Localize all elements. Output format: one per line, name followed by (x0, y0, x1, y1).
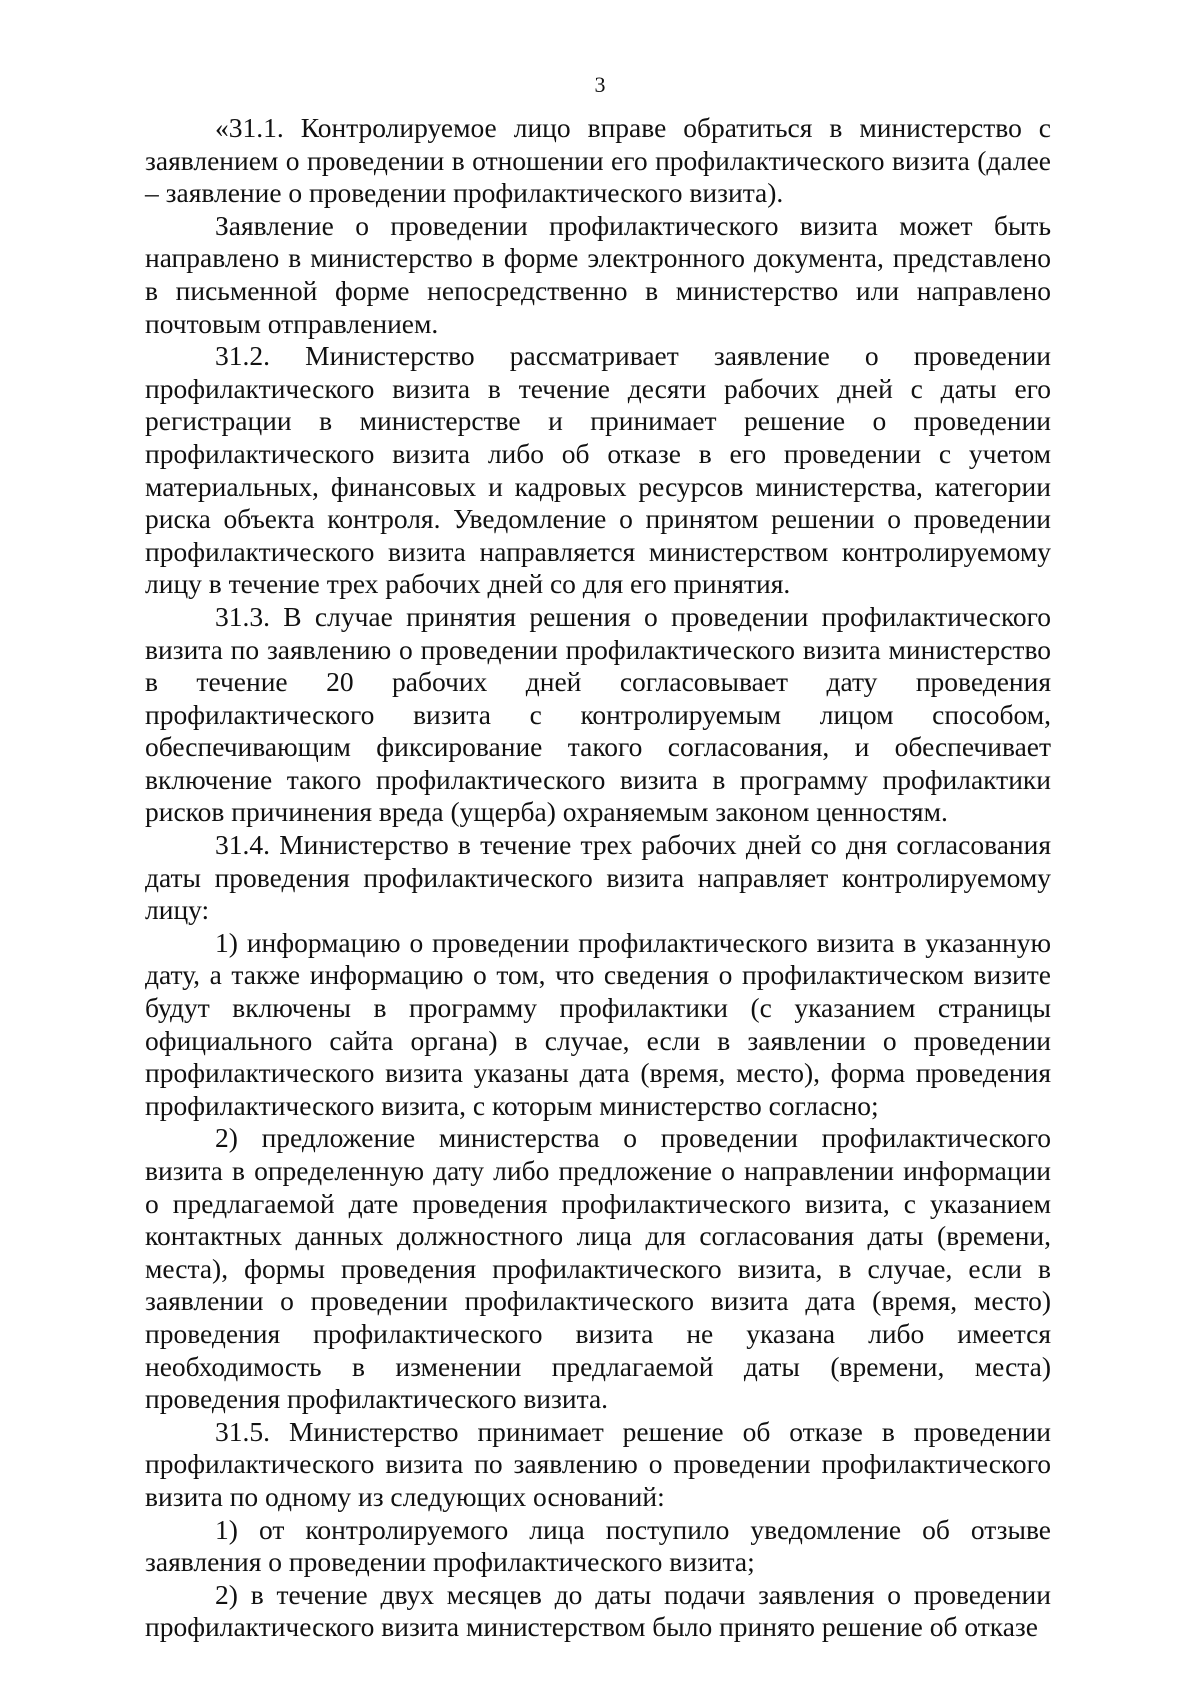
page-number: 3 (594, 72, 606, 97)
paragraph-31-5-item-2: 2) в течение двух месяцев до даты подачи заявления о проведении профилактического визита министерством было принято решение об отказе (145, 1578, 1051, 1643)
paragraph-31-1: «31.1. Контролируемое лицо вправе обратиться в министерство с заявлением о проведении в отношении его профилактического визита (далее – заявление о проведении профилактического визита). (145, 112, 1051, 209)
paragraph-31-4-item-1: 1) информацию о проведении профилактического визита в указанную дату, а также информацию о том, что сведения о профилактическом визите будут включены в программу профилактики (с указанием страницы официального сайта органа) в случае, если в заявлении о проведении профилактического визита указаны дата (время, место), форма проведения профилактического визита, с которым министерство согласно; (145, 926, 1051, 1121)
paragraph-application-form: Заявление о проведении профилактического визита может быть направлено в министерство в форме электронного документа, представлено в письменной форме непосредственно в министерство или направлено почтовым отправлением. (145, 209, 1051, 339)
document-body (145, 112, 1051, 1644)
paragraph-31-5: 31.5. Министерство принимает решение об отказе в проведении профилактического визита по заявлению о проведении профилактического визита по одному из следующих оснований: (145, 1415, 1051, 1512)
paragraph-31-5-item-1: 1) от контролируемого лица поступило уведомление об отзыве заявления о проведении профилактического визита; (145, 1513, 1051, 1578)
paragraph-31-3: 31.3. В случае принятия решения о проведении профилактического визита по заявлению о проведении профилактического визита министерство в течение 20 рабочих дней согласовывает дату проведения профилактического визита с контролируемым лицом способом, обеспечивающим фиксирование такого согласования, и обеспечивает включение такого профилактического визита в программу профилактики рисков причинения вреда (ущерба) охраняемым законом ценностям. (145, 600, 1051, 828)
paragraph-31-2: 31.2. Министерство рассматривает заявление о проведении профилактического визита в течение десяти рабочих дней с даты его регистрации в министерстве и принимает решение о проведении профилактического визита либо об отказе в его проведении с учетом материальных, финансовых и кадровых ресурсов министерства, категории риска объекта контроля. Уведомление о принятом решении о проведении профилактического визита направляется министерством контролируемому лицу в течение трех рабочих дней со для его принятия. (145, 340, 1051, 600)
paragraph-31-4: 31.4. Министерство в течение трех рабочих дней со дня согласования даты проведения профилактического визита направляет контролируемому лицу: (145, 829, 1051, 926)
paragraph-31-4-item-2: 2) предложение министерства о проведении профилактического визита в определенную дату либо предложение о направлении информации о предлагаемой дате проведения профилактического визита, с указанием контактных данных должностного лица для согласования даты (времени, места), формы проведения профилактического визита, в случае, если в заявлении о проведении профилактического визита дата (время, место) проведения профилактического визита не указана либо имеется необходимость в изменении предлагаемой даты (времени, места) проведения профилактического визита. (145, 1122, 1051, 1415)
